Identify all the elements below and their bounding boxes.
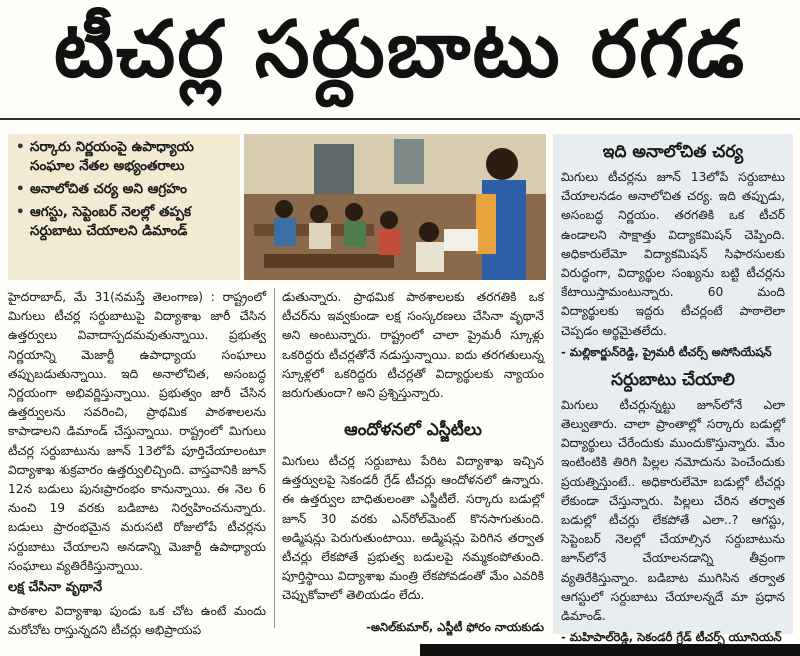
sidebar-signature-1: - మల్లికార్జున్‌రెడ్డి, ప్రైమరీ టీచర్స్ అసోసియేషన్ (561, 344, 772, 359)
middle-column-2-text: మిగులు టీచర్ల సర్దుబాటు పేరిట విద్యాశాఖ ఇచ్చిన ఉత్తర్వులపై సెకండరీ గ్రేడ్ టీచర్లు ఆందోళనలో ఉన్నారు. ఈ ఉత్తర్వుల బాధితులంతా ఎస్జీటీలే. సర్కారు బడుల్లో జూన్ 30 వరకు ఎన్‌రోల్‌మెంట్ కొనసాగుతుంది. అడ్మిషన్లు పెరుగుతుంటాయి. అడ్మిషన్లు పెరిగిన తర్వాత టీచర్లు లేకపోతే ప్రభుత్వ బడులపై నమ్మకంపోతుంది. పూర్తిస్థాయి విద్యాశాఖ మంత్రి లేకపోవడంతో మేం ఎవరికి చెప్పుకోవాలో తెలియడం లేదు. (282, 454, 544, 603)
left-column (8, 288, 266, 576)
middle-column-2 (282, 452, 544, 606)
bullet-item: • సర్కారు నిర్ణయంపై ఉపాధ్యాయ సంఘాల నేతల అభ్యంతరాలు (16, 138, 236, 176)
sidebar-title-2: సర్దుబాటు చేయాలి (611, 369, 735, 390)
bullet-item: • ఆగస్టు, సెప్టెంబర్ నెలల్లో తప్పక సర్దుబాటు చేయాలని డిమాండ్ (16, 203, 236, 241)
sidebar-title-1: ఇది అనాలోచిత చర్య (602, 142, 744, 162)
left-column-text: హైదరాబాద్, మే 31(నమస్తే తెలంగాణ) : రాష్ట్రంలో మిగులు టీచర్ల సర్దుబాటుపై విద్యాశాఖ జారీ చేసిన ఉత్తర్వులు వివాదాస్పదమవుతున్నాయి. ప్రభుత్వ నిర్ణయాన్ని మెజార్టీ ఉపాధ్యాయ సంఘాలు తప్పుబడుతున్నాయి. ఇది అనాలోచిత, అసంబద్ధ నిర్ణయంగా అభివర్ణిస్తున్నాయి. ప్రభుత్వం జారీ చేసిన ఉత్తర్వులను సవరించి, ప్రాథమిక పాఠశాలలను కాపాడాలని డిమాండ్ చేస్తున్నాయి. రాష్ట్రంలో మిగులు టీచర్ల సర్దుబాటును జూన్ 13లోపే పూర్తిచేయాలంటూ విద్యాశాఖ శుక్రవారం ఉత్తర్వులిచ్చింది. వాస్తవానికి జూన్ 12న బడులు పునఃప్రారంభం కానున్నాయి. ఈ నెల 6 నుంచి 19 వరకు బడిబాట నిర్వహించనున్నారు. బడులు ప్రారంభమైన మరుసటి రోజులోపే టీచర్లను సర్దుబాటు చేయాలని అనడాన్ని మెజార్టీ ఉపాధ్యాయ సంఘాలు వ్యతిరేకిస్తున్నాయి. (8, 290, 266, 573)
sidebar-signature-2: - మహిపాల్‌రెడ్డి, సెకండరీ గ్రేడ్ టీచర్స్ యూనియన్ (561, 630, 782, 645)
sidebar-text-2: మిగులు టీచర్లున్నట్టు జూన్‌లోనే ఎలా తెల్వుతారు. చాలా ప్రాంతాల్లో సర్కారు బడుల్లో విద్యార్థులు చేరేందుకు ముందుకొస్తున్నారు. మేం ఇంటింటికి తిరిగి పిల్లల నమోదును పెంచేందుకు ప్రయత్నిస్తుంటే.. అధికారులేమో బడుల్లో టీచర్లు లేకుండా చేస్తున్నారు. పిల్లలు చేరిన తర్వాత బడుల్లో టీచర్లు లేకపోతే ఎలా..? ఆగస్టు, సెప్టెంబర్ నెలల్లో చేయాల్సిన సర్దుబాటును జూన్‌లోనే చేయాలనడాన్ని తీవ్రంగా వ్యతిరేకిస్తున్నాం. బడిబాట ముగిసిన తర్వాత ఆగస్టులో సర్దుబాటు చేయాలన్నదే మా ప్రధాన డిమాండ్. (561, 397, 785, 624)
sidebar-text-1: మిగులు టీచర్లను జూన్ 13లోపే సర్దుబాటు చేయాలనడం అనాలోచిత చర్య. ఇది తప్పుడు, అసంబద్ధ నిర్ణయం. తరగతికి ఒక టీచర్ ఉండాలని సాక్షాత్తు విద్యాకమిషన్ చెప్పింది. అధికారులేమో విద్యాకమిషన్ సిఫారసులకు విరుద్ధంగా, విద్యార్థుల సంఖ్యను బట్టి టీచర్లను కేటాయిస్తామంటున్నారు. 60 మంది విద్యార్థులకు ఇద్దరు టీచర్లంటే పాఠాలెలా చెప్పడం అర్థమైతలేదు. (561, 170, 785, 338)
middle-signature: -అనిల్‌కుమార్, ఎస్జీటీ ఫోరం నాయకుడు (366, 620, 544, 634)
left-column-2-text: పాఠశాల విద్యాశాఖ పుండు ఒక చోట ఉంటే మందు మరోచోట రాస్తున్నదని టీచర్లు అభిప్రాయప (8, 604, 266, 638)
headline-rule (0, 118, 800, 120)
left-column-2 (8, 602, 266, 640)
bullet-item: • అనాలోచిత చర్య అని ఆగ్రహం (16, 180, 236, 199)
left-subhead: లక్ష చేసినా వృథానే (8, 580, 103, 595)
middle-subhead: ఆందోళనలో ఎస్జీటీలు (344, 420, 482, 440)
middle-column-text: డుతున్నారు. ప్రాథమిక పాఠశాలలకు తరగతికి ఒక టీచర్‌ను ఇవ్వకుండా లక్ష సంస్కరణలు చేసినా వృథానే అని అంటున్నారు. రాష్ట్రంలో చాలా ప్రైమరీ స్కూళ్లు ఒకరిద్దరు టీచర్లతోనే నడుస్తున్నాయి. ఐదు తరగతులున్న స్కూళ్లలో ఒకరిద్దరు టీచర్లతో విద్యార్థులకు న్యాయం జరుగుతుందా? అని ప్రశ్నిస్తున్నారు. (282, 290, 544, 401)
column-divider (274, 288, 275, 628)
footer-strip (420, 644, 800, 656)
classroom-photo (244, 134, 546, 280)
middle-column (282, 288, 544, 403)
bullet-box (8, 134, 240, 280)
headline: టీచర్ల సర్దుబాటు రగడ (53, 4, 747, 95)
sidebar (553, 134, 793, 645)
